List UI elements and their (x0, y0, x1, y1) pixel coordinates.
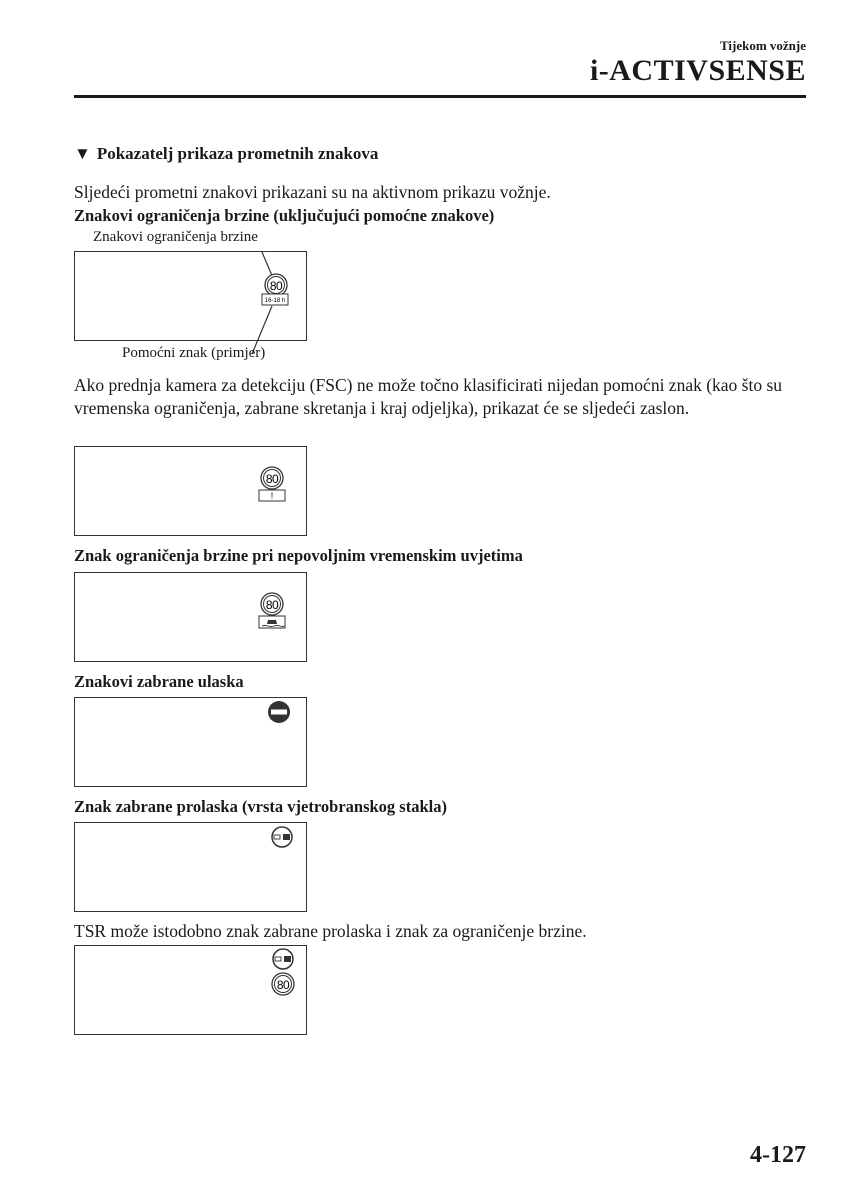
header-rule (74, 95, 806, 98)
no-passing-sign-icon (270, 826, 296, 850)
unknown-aux-sign-icon (259, 490, 285, 501)
weather-signs (258, 591, 290, 631)
speed-limit-sign-icon (261, 467, 283, 489)
aux-sign-caption: Pomoćni znak (primjer) (122, 345, 266, 361)
combined-signs (270, 948, 300, 998)
unknown-aux-mark: ! (270, 491, 274, 501)
weather-subheading: Znak ograničenja brzine pri nepovoljnim vremenskim uvjetima (74, 546, 523, 565)
no-entry-sign-icon (266, 700, 292, 726)
speed-limit-caption: Znakovi ograničenja brzine (93, 229, 258, 245)
wet-road-sign-icon (259, 616, 285, 628)
speed-limit-sign-icon (272, 973, 294, 995)
intro-paragraph: Sljedeći prometni znakovi prikazani su na aktivnom prikazu vožnje. (74, 182, 551, 202)
speed-limit-subheading: Znakovi ograničenja brzine (uključujući pomoćne znakove) (74, 206, 495, 225)
no-passing-sign-icon (273, 949, 293, 969)
fsc-paragraph: Ako prednja kamera za detekciju (FSC) ne može točno klasificirati nijedan pomoćni znak (kao što su vremenska ograničenja, zabrane skretanja i kraj odjeljka), prikazat će se sljedeći zaslon. (74, 375, 783, 418)
page-number: 4-127 (750, 1142, 806, 1168)
no-passing-subheading: Znak zabrane prolaska (vrsta vjetrobranskog stakla) (74, 797, 447, 816)
aux-time-text: 16-18 h (264, 298, 286, 304)
section-heading (74, 144, 378, 164)
weather-speed-value: 80 (265, 598, 279, 612)
no-entry-subheading: Znakovi zabrane ulaska (74, 672, 244, 691)
speed-limit-value: 80 (269, 279, 283, 293)
combined-speed-value: 80 (276, 978, 290, 992)
running-header-chapter: i-ACTIVSENSE (589, 54, 806, 87)
section-heading-text: Pokazatelj prikaza prometnih znakova (96, 144, 379, 163)
speed-limit-sign-icon (261, 593, 283, 615)
running-header-section: Tijekom vožnje (719, 38, 806, 53)
triangle-marker-icon: ▼ (74, 144, 91, 163)
unknown-aux-speed-value: 80 (265, 472, 279, 486)
unknown-aux-signs (258, 465, 290, 505)
aux-time-sign-icon (262, 294, 288, 305)
speed-limit-sign-icon (265, 274, 287, 296)
combined-paragraph: TSR može istodobno znak zabrane prolaska i znak za ograničenje brzine. (74, 921, 587, 941)
